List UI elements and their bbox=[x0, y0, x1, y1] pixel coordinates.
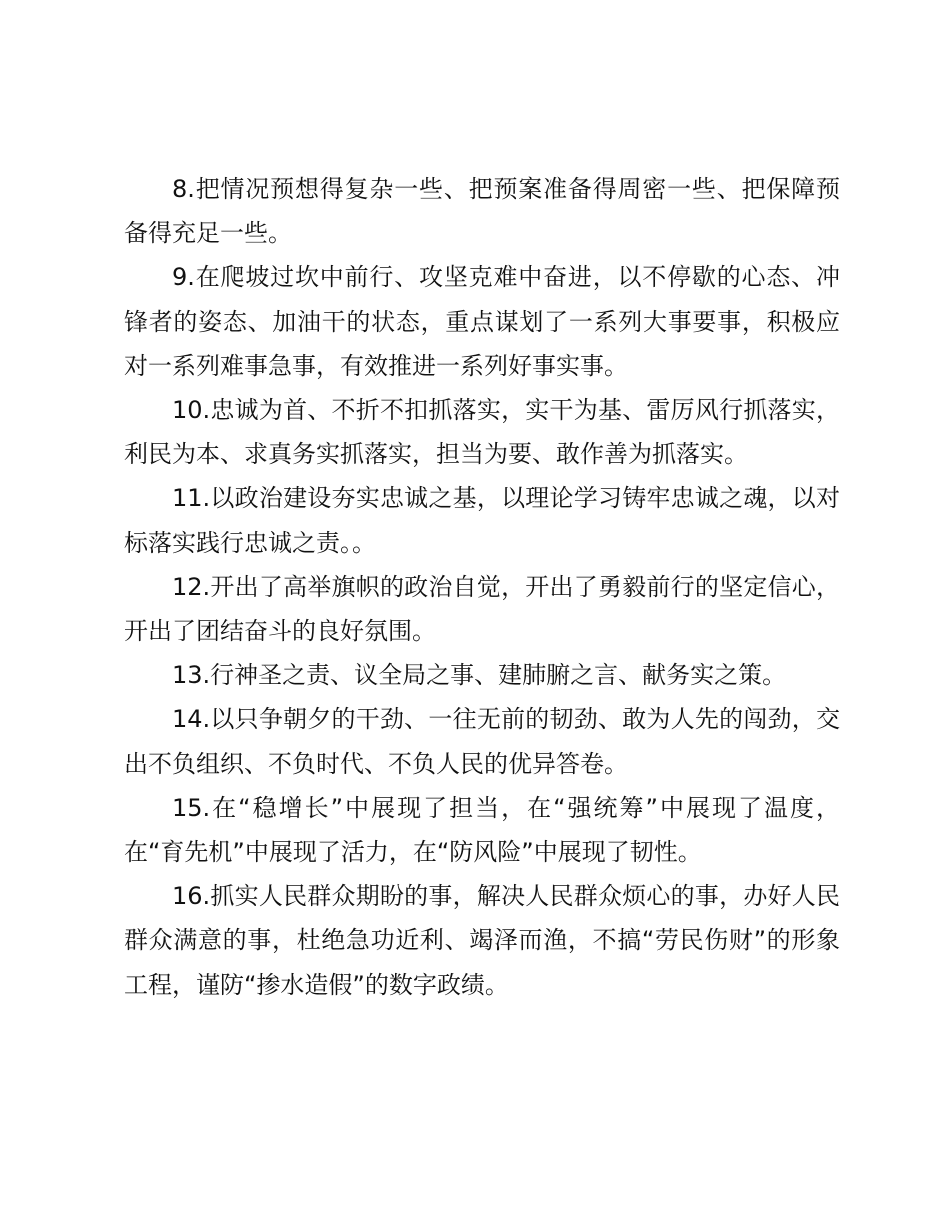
paragraph-8: 8.把情况预想得复杂一些、把预案准备得周密一些、把保障预备得充足一些。 bbox=[124, 175, 840, 248]
paragraph-9: 9.在爬坡过坎中前行、攻坚克难中奋进，以不停歇的心态、冲锋者的姿态、加油干的状态，重点谋划了一系列大事要事，积极应对一系列难事急事，有效推进一系列好事实事。 bbox=[124, 263, 840, 380]
paragraph-14: 14.以只争朝夕的干劲、一往无前的韧劲、敢为人先的闯劲，交出不负组织、不负时代、不负人民的优异答卷。 bbox=[124, 705, 840, 778]
paragraph-10: 10.忠诚为首、不折不扣抓落实，实干为基、雷厉风行抓落实，利民为本、求真务实抓落实，担当为要、敢作善为抓落实。 bbox=[124, 396, 840, 469]
paragraph-16: 16.抓实人民群众期盼的事，解决人民群众烦心的事，办好人民群众满意的事，杜绝急功近利、竭泽而渔，不搞“劳民伤财”的形象工程，谨防“掺水造假”的数字政绩。 bbox=[124, 882, 840, 999]
document-body bbox=[124, 167, 840, 1007]
paragraph-11: 11.以政治建设夯实忠诚之基，以理论学习铸牢忠诚之魂，以对标落实践行忠诚之责。。 bbox=[124, 484, 840, 557]
paragraph-12: 12.开出了高举旗帜的政治自觉，开出了勇毅前行的坚定信心，开出了团结奋斗的良好氛围。 bbox=[124, 572, 840, 646]
paragraph-15: 15.在“稳增长”中展现了担当，在“强统筹”中展现了温度，在“育先机”中展现了活力，在“防风险”中展现了韧性。 bbox=[124, 793, 840, 867]
paragraph-13: 13.行神圣之责、议全局之事、建肺腑之言、献务实之策。 bbox=[172, 661, 787, 690]
